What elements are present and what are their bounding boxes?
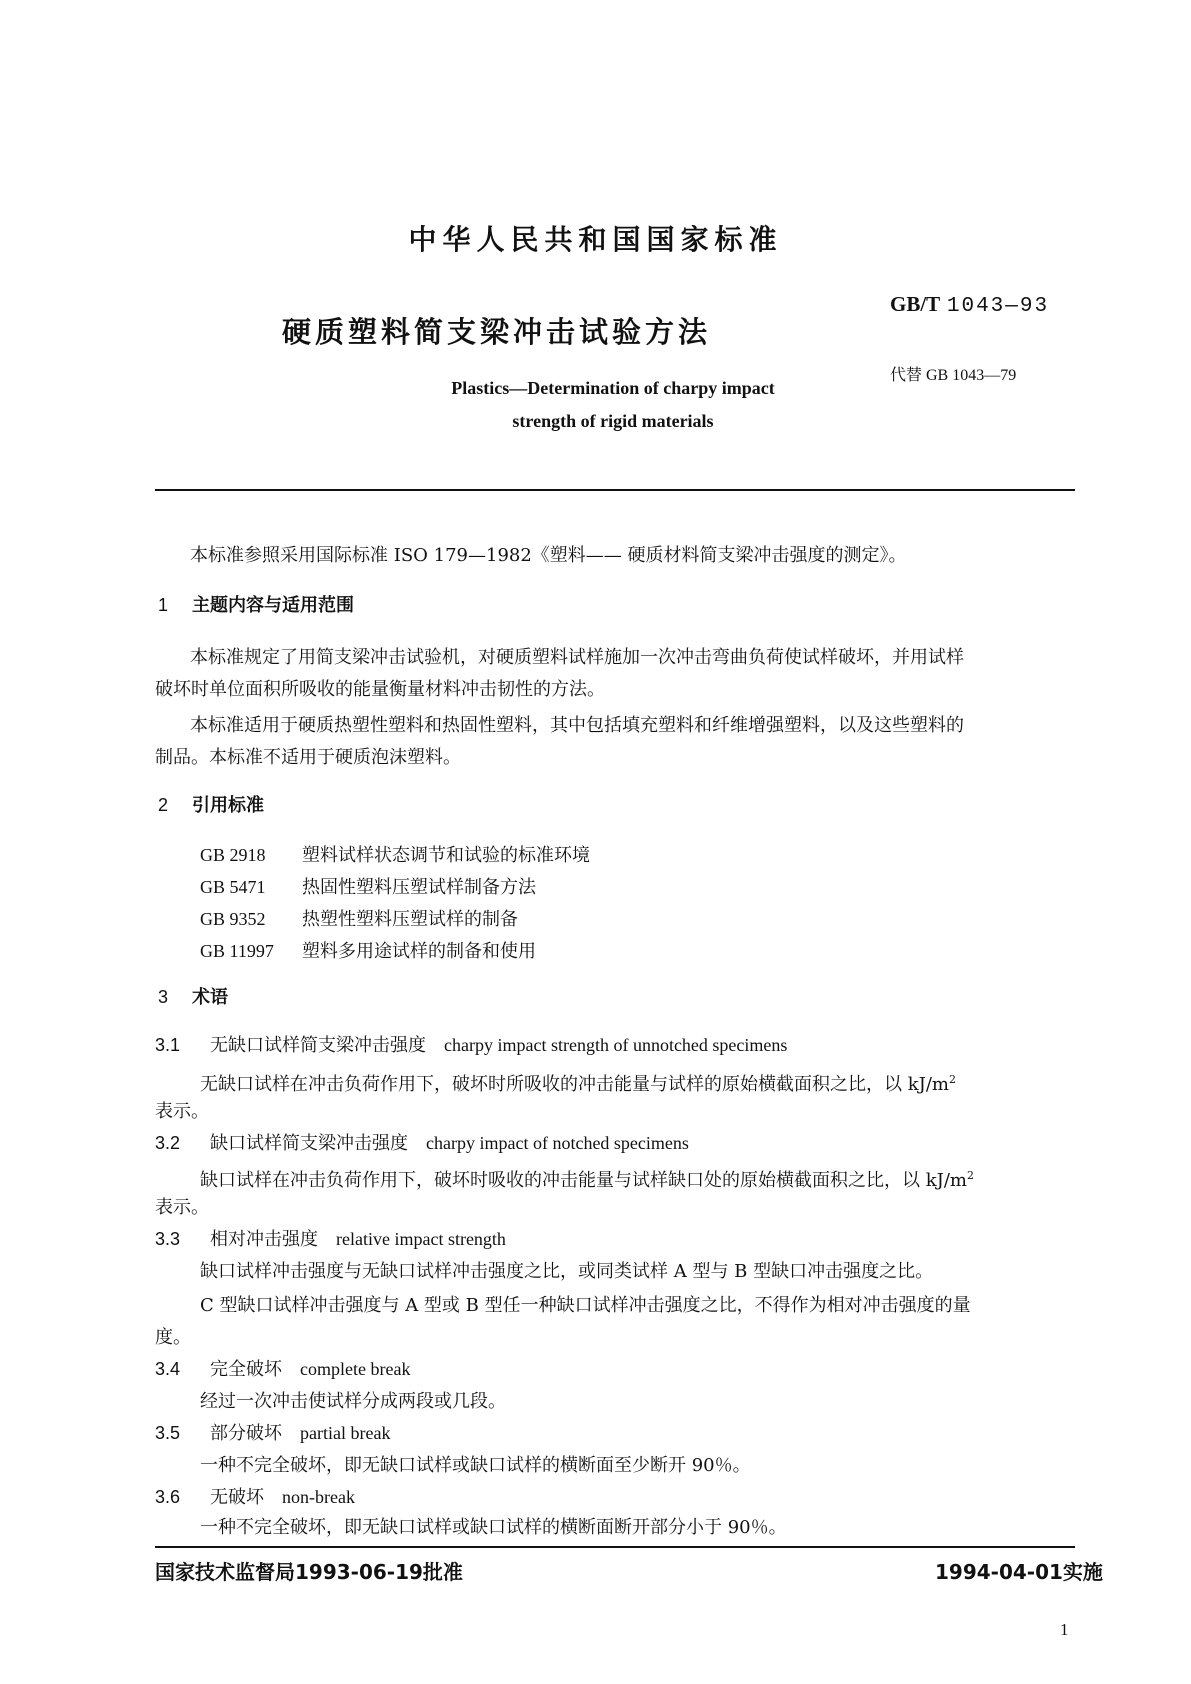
section-1-heading: [158, 590, 354, 621]
page-number: 1: [1060, 1620, 1069, 1639]
section-1-para2-line2: 制品。本标准不适用于硬质泡沫塑料。: [155, 747, 461, 768]
term-heading: [155, 1354, 410, 1385]
term-definition-text: 缺口试样在冲击负荷作用下，破坏时吸收的冲击能量与试样缺口处的原始横截面积之比，以 kJ/m: [200, 1170, 967, 1191]
reference-code: GB 11997: [200, 941, 274, 961]
reference-item: [200, 904, 518, 935]
document-title-en-line1: Plastics—Determination of charpy impact: [451, 378, 775, 398]
term-number: 3.5: [155, 1423, 181, 1443]
reference-item: [200, 840, 590, 871]
term-heading: [155, 1030, 787, 1061]
superscript: 2: [966, 1169, 974, 1182]
term-en: charpy impact of notched specimens: [426, 1133, 689, 1153]
term-en: partial break: [300, 1423, 391, 1443]
term-heading: [155, 1418, 390, 1449]
term-definition-line: 缺口试样冲击强度与无缺口试样冲击强度之比，或同类试样 A 型与 B 型缺口冲击强度之比。: [200, 1261, 934, 1282]
section-3-title: 术语: [192, 987, 228, 1008]
term-definition-line: 表示。: [155, 1101, 209, 1122]
section-1-para2-line1: 本标准适用于硬质热塑性塑料和热固性塑料，其中包括填充塑料和纤维增强塑料，以及这些塑料的: [190, 715, 964, 736]
document-title-cn: 硬质塑料简支梁冲击试验方法: [282, 315, 712, 349]
term-number: 3.4: [155, 1359, 181, 1379]
term-definition-line: 经过一次冲击使试样分成两段或几段。: [200, 1391, 506, 1412]
standard-prefix: GB/T: [890, 292, 941, 316]
section-1-para1-line2: 破坏时单位面积所吸收的能量衡量材料冲击韧性的方法。: [155, 679, 605, 700]
term-number: 3.1: [155, 1035, 181, 1055]
section-1-title: 主题内容与适用范围: [192, 595, 354, 616]
superscript: 2: [948, 1073, 956, 1086]
term-en: relative impact strength: [336, 1229, 506, 1249]
term-cn: 无缺口试样简支梁冲击强度: [210, 1035, 426, 1056]
footer-divider: [155, 1546, 1075, 1548]
term-heading: [155, 1128, 689, 1159]
reference-code: GB 2918: [200, 845, 266, 865]
term-definition-line: 表示。: [155, 1197, 209, 1218]
reference-title: 热固性塑料压塑试样制备方法: [302, 877, 536, 898]
term-cn: 无破坏: [210, 1487, 264, 1508]
term-definition-line: [200, 1064, 956, 1100]
approval-date: 国家技术监督局1993-06-19批准: [155, 1560, 463, 1584]
national-standard-title: 中华人民共和国国家标准: [408, 223, 783, 256]
section-3-heading: [158, 982, 228, 1013]
reference-title: 热塑性塑料压塑试样的制备: [302, 909, 518, 930]
term-definition-line: 一种不完全破坏，即无缺口试样或缺口试样的横断面至少断开 90％。: [200, 1455, 751, 1476]
header-divider: [155, 489, 1075, 491]
term-heading: [155, 1224, 506, 1255]
term-definition-text: 无缺口试样在冲击负荷作用下，破坏时所吸收的冲击能量与试样的原始横截面积之比，以 kJ/m: [200, 1074, 949, 1095]
effective-date: 1994-04-01实施: [935, 1560, 1103, 1584]
term-cn: 部分破坏: [210, 1423, 282, 1444]
section-3-number: 3: [158, 987, 169, 1007]
term-number: 3.2: [155, 1133, 181, 1153]
reference-title: 塑料试样状态调节和试验的标准环境: [302, 845, 590, 866]
standard-code: [890, 292, 1049, 318]
term-definition-line: 一种不完全破坏，即无缺口试样或缺口试样的横断面断开部分小于 90％。: [200, 1517, 787, 1538]
standard-number: 1043—93: [946, 295, 1050, 318]
term-definition-line: C 型缺口试样冲击强度与 A 型或 B 型任一种缺口试样冲击强度之比，不得作为相对冲击强度的量: [200, 1295, 971, 1316]
term-cn: 相对冲击强度: [210, 1229, 318, 1250]
document-title-en-line2: strength of rigid materials: [512, 411, 714, 431]
section-2-number: 2: [158, 795, 169, 815]
reference-item: [200, 936, 536, 967]
term-cn: 完全破坏: [210, 1359, 282, 1380]
section-1-number: 1: [158, 595, 169, 615]
term-definition-line: [200, 1160, 974, 1196]
term-number: 3.6: [155, 1487, 181, 1507]
reference-title: 塑料多用途试样的制备和使用: [302, 941, 536, 962]
reference-code: GB 5471: [200, 877, 266, 897]
term-cn: 缺口试样简支梁冲击强度: [210, 1133, 408, 1154]
reference-code: GB 9352: [200, 909, 266, 929]
section-2-title: 引用标准: [192, 795, 264, 816]
replaces-note: 代替 GB 1043—79: [890, 367, 1017, 384]
term-en: non-break: [282, 1487, 355, 1507]
section-1-para1-line1: 本标准规定了用简支梁冲击试验机，对硬质塑料试样施加一次冲击弯曲负荷使试样破坏，并用试样: [190, 647, 964, 668]
section-2-heading: [158, 790, 264, 821]
term-en: complete break: [300, 1359, 411, 1379]
term-en: charpy impact strength of unnotched specimens: [444, 1035, 788, 1055]
reference-item: [200, 872, 536, 903]
term-number: 3.3: [155, 1229, 181, 1249]
term-heading: [155, 1482, 355, 1513]
intro-paragraph: 本标准参照采用国际标准 ISO 179—1982《塑料—— 硬质材料简支梁冲击强度的测定》。: [190, 545, 907, 566]
term-definition-line: 度。: [155, 1327, 191, 1348]
